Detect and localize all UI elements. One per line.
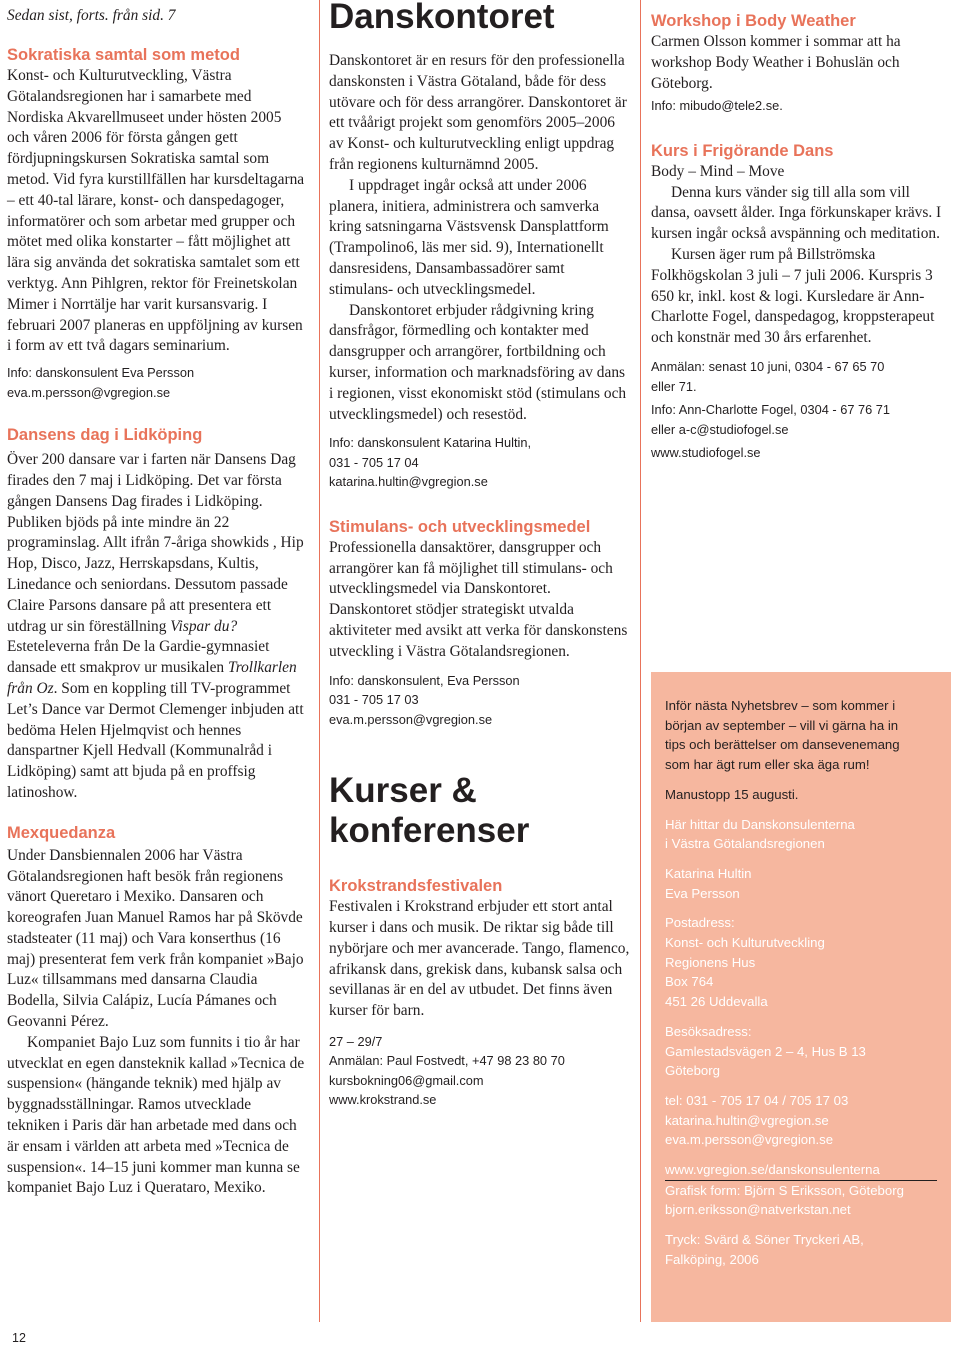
body-mexquedanza-1: Under Dansbiennalen 2006 har Västra Götalandsregionen haft besök från regionens vänort Queretaro i Mexiko. Dansaren och koreografen Juan Manuel Ramos har på Skövde stadsteater (11 maj) och Vara konserthus (16 maj) presenterat fem verk från kompaniet »Bajo Luz« tillsammans med dansarna Claudia Bodella, Silvia Calápiz, Lucía Pámanes och Geovanni Pérez. xyxy=(7,846,304,1031)
body-sokratiska-samtal: Konst- och Kulturutveckling, Västra Götalandsregionen har i samarbete med Nordiska Akvarellmuseet under hösten 2005 och våren 2006 för första gången gett fördjupningskursen Sokratiska samtal som metod. Vid fyra kurstillfällen har kursdeltagarna – ett 40-tal lärare, konst- och danspedagoger, informatörer och som arbetar med grupper och mötet med olika konstarter – fått möjlighet att lära sig använda det sokratiska samtalet som ett verktyg. Ann Pihlgren, rektor för Freinetskolan Mimer i Norrtälje har varit kursansvarig. I februari 2007 planeras en uppföljning av kursen i form av ett två dagars seminarium. xyxy=(7,67,305,355)
body-danskontoret-3: Danskontoret erbjuder rådgivning kring dansfrågor, förmedling och kontakter med dansgrupper och arrangörer, fortbildning och kurser, information och marknadsföring av dans i regionen, visst ekonomiskt stöd (stimulans och utvecklingsmedel) och resestöd. xyxy=(329,301,627,423)
notice-line-4: som har ägt rum eller ska äga rum! xyxy=(665,757,870,773)
work-title-trollkarlen: Trollkarlen från Oz xyxy=(7,659,297,697)
body-frigorande-2: Kursen äger rum på Billströmska Folkhögskolan 3 juli – 7 juli 2006. Kurspris 3 650 kr, inkl. kost & logi. Kursledare är Ann-Charlotte Fogel, danspedagog, kroppsterapeut och konstnär med 30 års erfarenhet. xyxy=(651,246,935,347)
postal-label: Postadress: xyxy=(665,915,735,931)
postal-building: Regionens Hus xyxy=(665,954,756,970)
deadline: Manustopp 15 augusti. xyxy=(665,786,799,802)
info-signup: Anmälan: senast 10 juni, 0304 - 67 65 70 xyxy=(651,359,885,375)
visit-street: Gamlestadsvägen 2 – 4, Hus B 13 xyxy=(665,1043,866,1059)
notice-line-1: Inför nästa Nyhetsbrev – som kommer i xyxy=(665,698,896,713)
heading-body-weather: Workshop i Body Weather xyxy=(651,12,856,30)
heading-dansens-dag: Dansens dag i Lidköping xyxy=(7,426,203,445)
email-hultin: katarina.hultin@vgregion.se xyxy=(665,1112,829,1128)
print-place: Falköping, 2006 xyxy=(665,1251,759,1267)
info-krokstrand-web: www.krokstrand.se xyxy=(329,1092,437,1108)
body-mexquedanza-2: Kompaniet Bajo Luz som funnits i tio år har utvecklat en egen dansteknik kallad »Tecnica de suspension« (hängande teknik) med hjälp av byggnadsställningar. Ramos utvecklade tekniken i Paris där han arbetade med dans och är ensam i världen att arbeta med »Tecnica de suspension«. 14–15 juni kommer man kunna se kompaniet Bajo Luz i Querataro, Mexiko. xyxy=(7,1033,305,1197)
info-hultin-phone: 031 - 705 17 04 xyxy=(329,454,419,470)
subheading-body-mind-move: Body – Mind – Move xyxy=(651,162,785,180)
column-right xyxy=(651,0,951,463)
visit-city: Göteborg xyxy=(665,1063,720,1079)
info-contact: Info: danskonsulent Eva Persson xyxy=(7,365,195,381)
body-stimulans: Professionella dansaktörer, dansgrupper och arrangörer kan få möjlighet till stimulans- och utvecklingsmedel via Danskontoret. Danskontoret stödjer strategiskt utvalda aktiviteter med avsikt att verka för danskonstens utveckling i Västra Götalandsregionen. xyxy=(329,538,628,660)
heading-stimulans: Stimulans- och utvecklingsmedel xyxy=(329,517,591,536)
body-dansens-dag-part-a: Över 200 dansare var i farten när Dansens Dag firades den 7 maj i Lidköping. Det var första gången Dansens Dag firades i Lidköping. Publiken bjöds på inte mindre än 22 programinslag. Allt ifrån 7-åriga showkids , Hip Hop, Disco, Jazz, Herrskapsdans, Kultis, Linedance och seniordans. Dessutom passade Claire Parsons dansare på att presentera ett utdrag ur sin föreställning xyxy=(7,451,304,635)
body-frigorande-1: Denna kurs vänder sig till alla som vill dansa, oavsett ålder. Inga förkunskaper krävs. I kursen ingår också avspänning och meditation. xyxy=(651,183,942,243)
visit-label: Besöksadress: xyxy=(665,1023,752,1039)
heading-kurser-1: Kurser & xyxy=(329,771,477,811)
info-persson-email: eva.m.persson@vgregion.se xyxy=(329,711,493,727)
print-credit: Tryck: Svärd & Söner Tryckeri AB, xyxy=(665,1232,864,1248)
column-divider-left xyxy=(319,0,320,1322)
heading-danskontoret: Danskontoret xyxy=(329,0,555,36)
info-fogel-email: eller a-c@studiofogel.se xyxy=(651,421,789,437)
info-fogel-web: www.studiofogel.se xyxy=(651,445,761,461)
info-hultin-email: katarina.hultin@vgregion.se xyxy=(329,474,488,490)
contact-hultin: Katarina Hultin xyxy=(665,865,752,881)
column-left xyxy=(7,0,307,1199)
info-fogel: Info: Ann-Charlotte Fogel, 0304 - 67 76 71 xyxy=(651,402,891,418)
work-title-vispar-du: Vispar du? xyxy=(170,617,238,635)
website: www.vgregion.se/danskonsulenterna xyxy=(665,1162,880,1178)
contact-persson: Eva Persson xyxy=(665,885,740,901)
phone: tel: 031 - 705 17 04 / 705 17 03 xyxy=(665,1092,849,1108)
info-persson-phone: 031 - 705 17 03 xyxy=(329,692,419,708)
heading-frigorande-dans: Kurs i Frigörande Dans xyxy=(651,141,834,160)
body-krokstrand: Festivalen i Krokstrand erbjuder ett stort antal kurser i dans och musik. De riktar sig både till nybörjare och mer avancerade. Tango, flamenco, afrikansk dans, grekisk dans, kubansk salsa och sevillanas är en del av utbudet. Det finns även kurser för barn. xyxy=(329,898,630,1020)
info-signup-2: eller 71. xyxy=(651,378,697,394)
column-divider-right xyxy=(640,0,641,1322)
running-head: Sedan sist, forts. från sid. 7 xyxy=(7,7,176,24)
contacts-heading-2: i Västra Götalandsregionen xyxy=(665,836,825,852)
info-hultin: Info: danskonsulent Katarina Hultin, xyxy=(329,435,532,451)
design-email: bjorn.eriksson@natverkstan.net xyxy=(665,1202,851,1218)
postal-org: Konst- och Kulturutveckling xyxy=(665,935,825,951)
heading-kurser-2: konferenser xyxy=(329,811,530,851)
info-body-weather: Info: mibudo@tele2.se. xyxy=(651,98,783,114)
info-krokstrand-email: kursbokning06@gmail.com xyxy=(329,1072,484,1088)
body-danskontoret-2: I uppdraget ingår också att under 2006 planera, initiera, administrera och samverka kring satsningarna Västsvensk Dansplattform (Trampolino6, läs mer sid. 9), Internationellt dansresidens, Dansambassadörer samt stimulans- och utvecklingsmedel. xyxy=(329,176,609,298)
info-krokstrand-signup: Anmälan: Paul Fostvedt, +47 98 23 80 70 xyxy=(329,1053,565,1069)
heading-krokstrand: Krokstrandsfestivalen xyxy=(329,877,503,896)
info-email: eva.m.persson@vgregion.se xyxy=(7,384,171,400)
body-dansens-dag-part-b: Esteteleverna från De la Gardie-gymnasiet dansade ett smakprov ur musikalen xyxy=(7,638,270,677)
design-credit: Grafisk form: Björn S Eriksson, Göteborg xyxy=(665,1182,904,1198)
body-body-weather: Carmen Olsson kommer i sommar att ha workshop Body Weather i Bohuslän och Göteborg. xyxy=(651,33,901,92)
heading-mexquedanza: Mexquedanza xyxy=(7,823,116,842)
notice-line-3: tips och berättelser om dansevenemang xyxy=(665,737,900,753)
column-middle xyxy=(329,0,631,1110)
contacts-heading-1: Här hittar du Danskonsulenterna xyxy=(665,816,855,832)
info-krokstrand-date: 27 – 29/7 xyxy=(329,1033,383,1049)
body-dansens-dag-part-c: . Som en koppling till TV-programmet Let’s Dance var Dermot Clemenger inbjuden att bedöma Helen Hjelmqvist och hennes danspartner Kjell Hedvall (Kommunalråd i Lidköping) samt att bjuda på en proffsig latinoshow. xyxy=(7,679,304,801)
body-danskontoret-1: Danskontoret är en resurs för den professionella danskonsten i Västra Götaland, både för dess utövare och för dess arrangörer. Danskontoret är ett tvåårigt projekt som genomförs 2005–2006 av Konst- och kulturutveckling enligt uppdrag från regionens kulturnämnd 2005. xyxy=(329,52,627,173)
info-persson: Info: danskonsulent, Eva Persson xyxy=(329,672,520,688)
newsletter-info-box xyxy=(651,672,951,1322)
body-dansens-dag xyxy=(7,450,307,804)
email-persson: eva.m.persson@vgregion.se xyxy=(665,1132,834,1148)
postal-box: Box 764 xyxy=(665,974,714,990)
notice-line-2: början av september – vill vi gärna ha in xyxy=(665,717,899,733)
heading-sokratiska-samtal: Sokratiska samtal som metod xyxy=(7,46,240,64)
page-number: 12 xyxy=(12,1331,26,1345)
postal-city: 451 26 Uddevalla xyxy=(665,994,768,1010)
